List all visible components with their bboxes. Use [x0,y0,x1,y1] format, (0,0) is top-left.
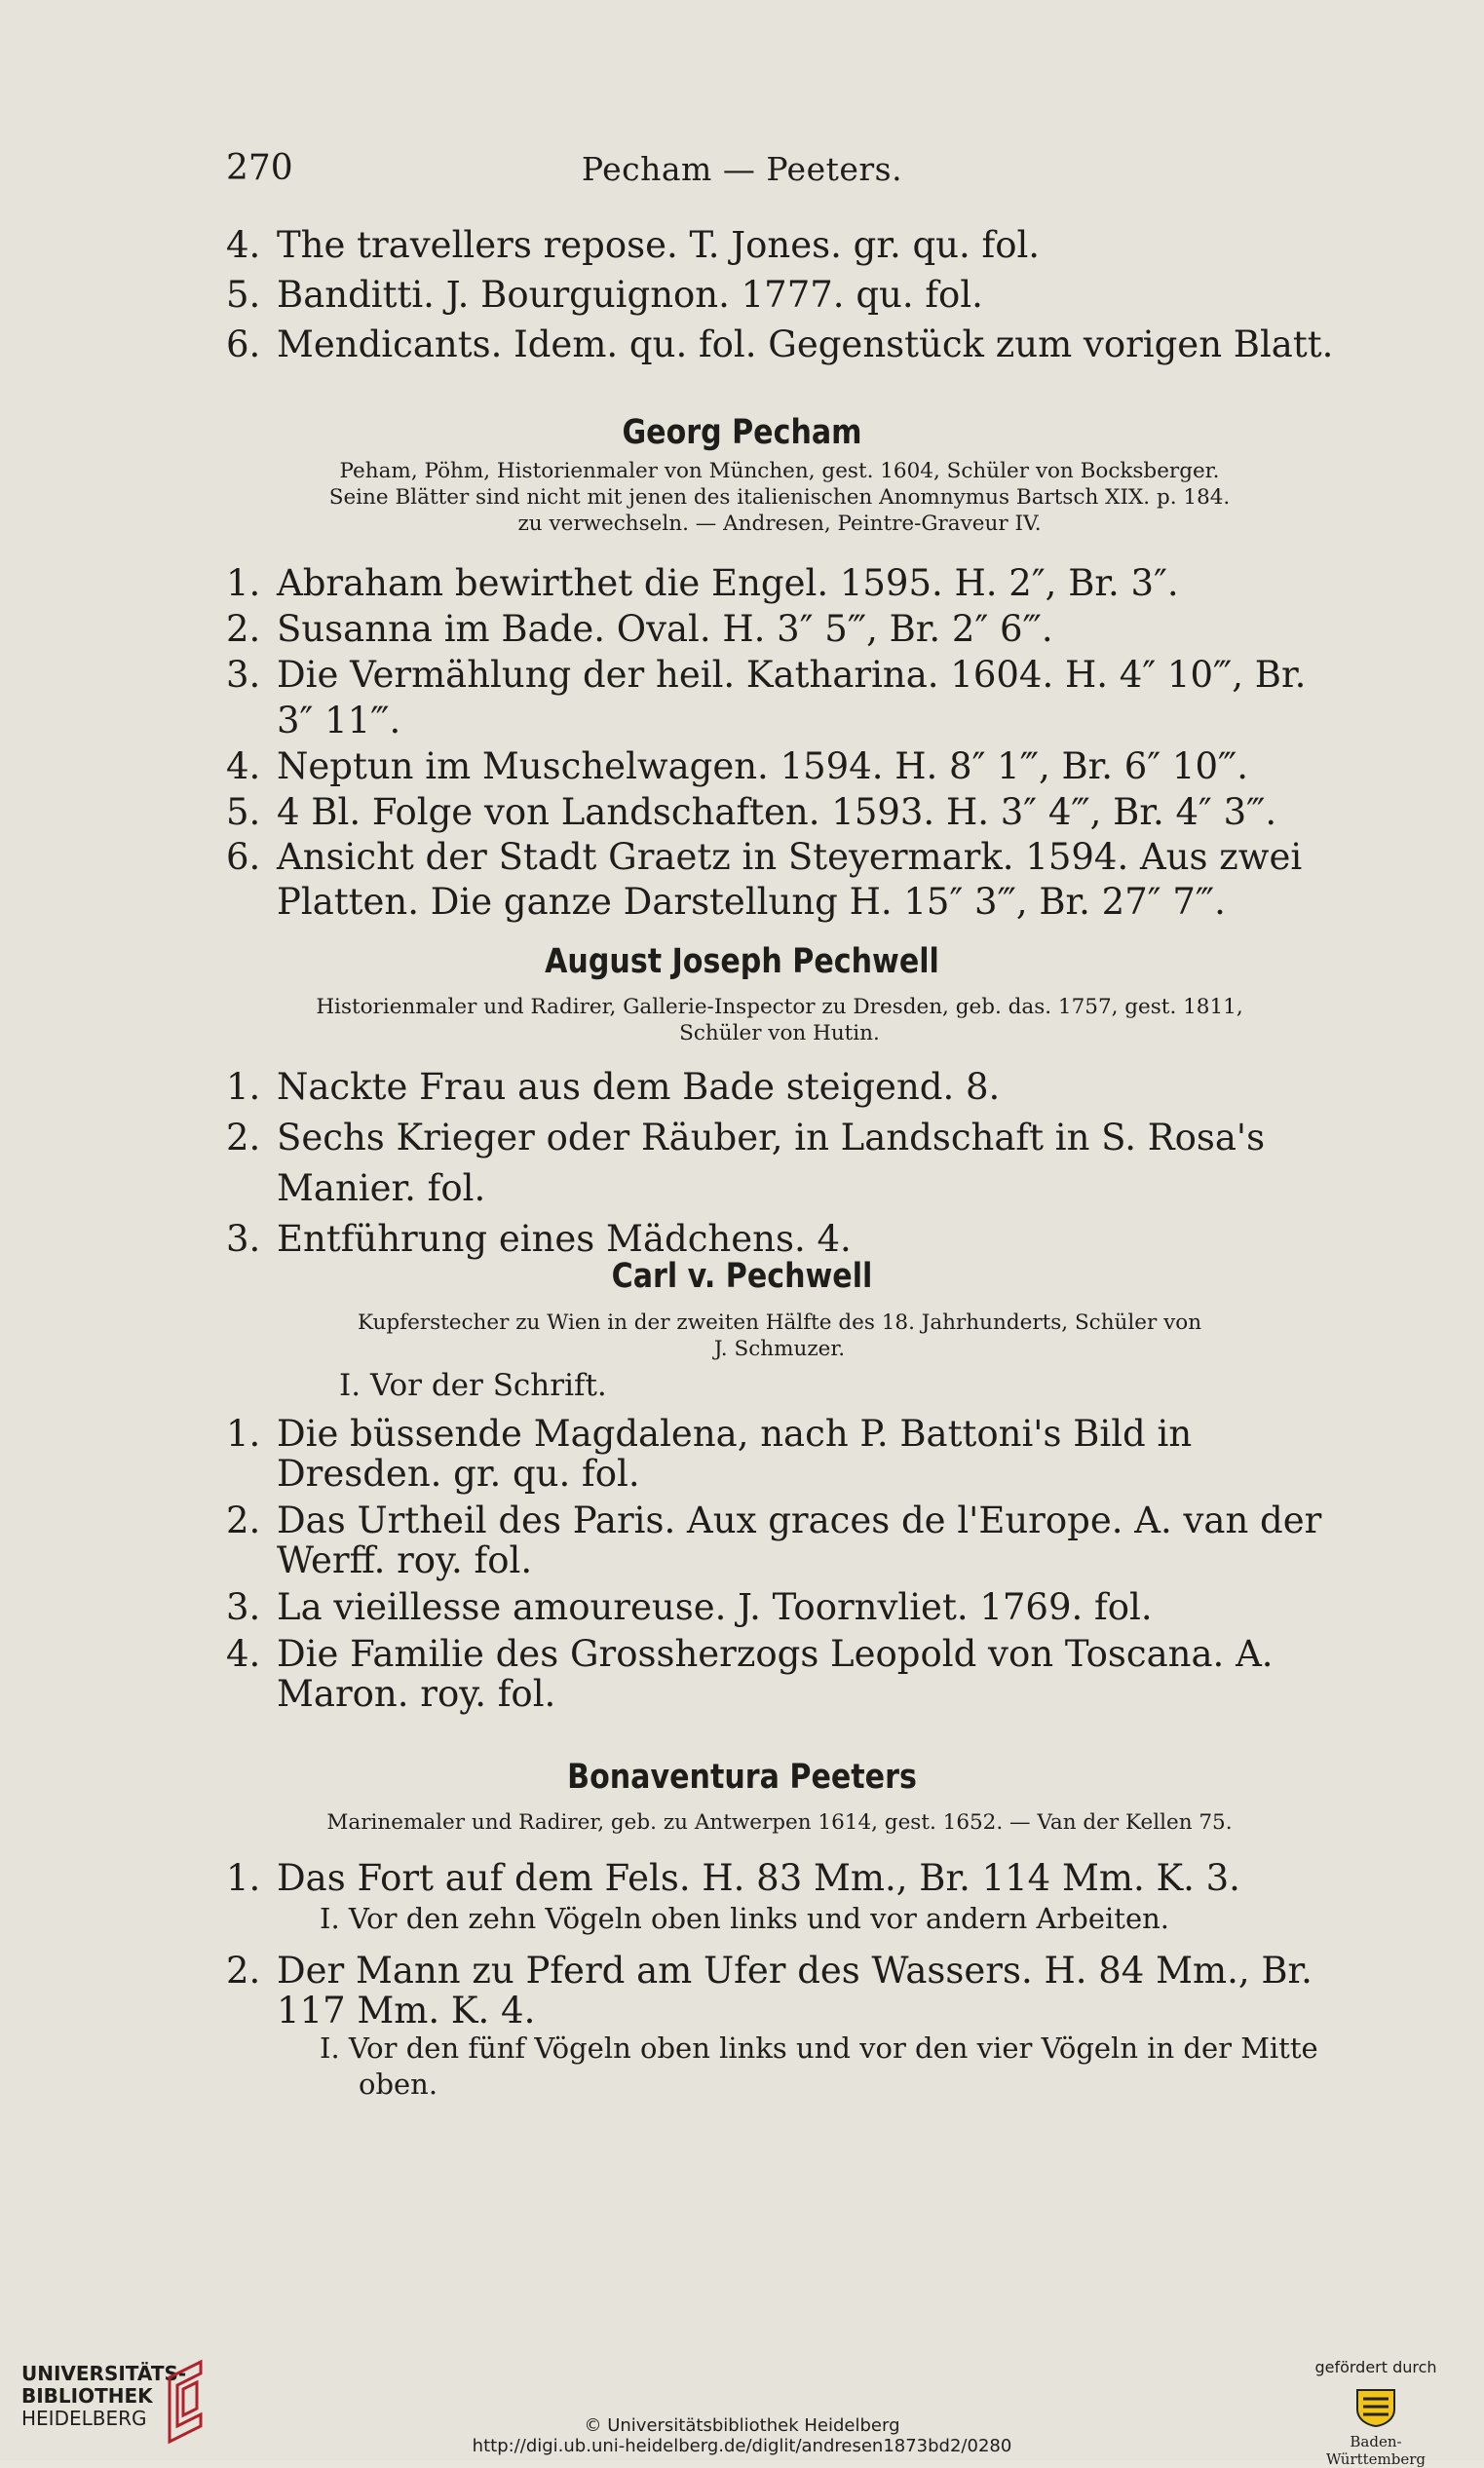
entry-number: 5. [226,274,261,316]
state-note: I. Vor den zehn Vögeln oben links und vor andern Arbeiten. [320,1902,1169,1935]
bio-line: Kupferstecher zu Wien in der zweiten Hälfte des 18. Jahrhunderts, Schüler von [357,1310,1202,1335]
entry-number: 2. [226,1950,261,1992]
list-item [226,1414,1337,1494]
entry-list [226,1855,1337,2103]
entry-number: 3. [226,1218,261,1260]
entry-text: Der Mann zu Pferd am Ufer des Wassers. H. 84 Mm., Br. 117 Mm. K. 4. [277,1950,1313,2031]
artist-bio [283,1809,1276,1836]
bio-line: Schüler von Hutin. [679,1021,880,1045]
state-note: I. Vor der Schrift. [339,1368,607,1403]
section-heading: Carl v. Pechwell [611,1257,873,1296]
state-note: I. Vor den fünf Vögeln oben links und vor den vier Vögeln in der Mitte oben. [320,2031,1318,2101]
entry-number: 4. [226,745,261,787]
funding-label: gefördert durch [1314,2358,1437,2376]
entry-text: Das Urtheil des Paris. Aux graces de l'Europe. A. van der Werff. roy. fol. [277,1500,1322,1581]
entry-text: Sechs Krieger oder Räuber, in Landschaft in S. Rosa's Manier. fol. [277,1117,1266,1209]
entry-text: Ansicht der Stadt Graetz in Steyermark. 1594. Aus zwei Platten. Die ganze Darstellung H. 15″ 3‴, Br. 27″ 7‴. [277,836,1303,923]
list-item [226,652,1337,743]
artist-bio [283,994,1276,1046]
list-item [226,606,1337,652]
list-item [226,1951,1337,2031]
list-item [226,1855,1337,1901]
coat-of-arms-icon [1350,2386,1402,2427]
entry-text: 4 Bl. Folge von Landschaften. 1593. H. 3″ 4‴, Br. 4″ 3‴. [277,791,1277,833]
section-heading: Bonaventura Peeters [567,1758,917,1797]
bio-line: Marinemaler und Radirer, geb. zu Antwerpen 1614, gest. 1652. — Van der Kellen 75. [326,1810,1233,1835]
entry-number: 3. [226,1586,261,1628]
running-title: Pecham — Peeters. [581,150,903,188]
copyright-notice: © Universitätsbibliothek Heidelberg [584,2415,900,2436]
permalink[interactable]: http://digi.ub.uni-heidelberg.de/diglit/andresen1873bd2/0280 [472,2436,1012,2456]
entry-number: 1. [226,562,261,604]
entry-text: Abraham bewirthet die Engel. 1595. H. 2″, Br. 3″. [277,562,1179,604]
continued-entry-list [226,220,1337,369]
entry-text: Das Fort auf dem Fels. H. 83 Mm., Br. 114 Mm. K. 3. [277,1857,1240,1899]
entry-list [226,560,1337,925]
library-logo-line: HEIDELBERG [21,2407,147,2430]
section-heading: August Joseph Pechwell [545,942,939,981]
entry-text: Mendicants. Idem. qu. fol. Gegenstück zum vorigen Blatt. [277,323,1334,365]
entry-text: Die Familie des Grossherzogs Leopold von Toscana. A. Maron. roy. fol. [277,1633,1274,1715]
entry-number: 1. [226,1857,261,1899]
list-item [226,270,1337,320]
bio-line: zu verwechseln. — Andresen, Peintre-Graveur IV. [517,512,1042,536]
entry-list [226,1062,1337,1265]
entry-text: La vieillesse amoureuse. J. Toornvliet. 1769. fol. [277,1586,1153,1628]
entry-text: Die büssende Magdalena, nach P. Battoni's Bild in Dresden. gr. qu. fol. [277,1413,1193,1495]
list-item [226,1062,1337,1113]
entry-number: 6. [226,323,261,365]
entry-number: 2. [226,1117,261,1158]
entry-number: 6. [226,836,261,878]
list-item [226,1113,1337,1214]
entry-number: 4. [226,224,261,266]
entry-number: 5. [226,791,261,833]
list-item [226,1634,1337,1714]
list-item [226,560,1337,606]
entry-number: 3. [226,654,261,696]
list-item [226,743,1337,789]
list-item [226,1587,1337,1627]
entry-text: Die Vermählung der heil. Katharina. 1604. H. 4″ 10‴, Br. 3″ 11‴. [277,654,1307,741]
artist-bio [283,1310,1276,1362]
library-logo-line: BIBLIOTHEK [21,2384,153,2408]
list-item [226,789,1337,835]
bio-line: J. Schmuzer. [713,1337,846,1361]
sponsor-name: Baden-Württemberg [1325,2433,1427,2468]
list-item [226,835,1337,925]
section-heading: Georg Pecham [622,413,862,452]
entry-number: 2. [226,1500,261,1541]
list-item [226,220,1337,270]
bio-line: Historienmaler und Radirer, Gallerie-Inspector zu Dresden, geb. das. 1757, gest. 1811, [316,995,1243,1019]
entry-text: The travellers repose. T. Jones. gr. qu. fol. [277,224,1041,266]
entry-text: Susanna im Bade. Oval. H. 3″ 5‴, Br. 2″ 6‴. [277,608,1053,650]
entry-number: 1. [226,1066,261,1108]
entry-list [226,1414,1337,1714]
entry-text: Entführung eines Mädchens. 4. [277,1218,852,1260]
entry-number: 1. [226,1413,261,1455]
entry-text: Neptun im Muschelwagen. 1594. H. 8″ 1‴, Br. 6″ 10‴. [277,745,1249,787]
bio-line: Seine Blätter sind nicht mit jenen des italienischen Anomnymus Bartsch XIX. p. 184. [328,485,1231,510]
entry-text: Banditti. J. Bourguignon. 1777. qu. fol. [277,274,983,316]
funding-credit [1303,2358,1449,2468]
list-item [226,320,1337,369]
bio-line: Peham, Pöhm, Historienmaler von München, gest. 1604, Schüler von Bocksberger. [339,459,1220,483]
page-number: 270 [226,148,293,188]
entry-text: Nackte Frau aus dem Bade steigend. 8. [277,1066,1001,1108]
entry-number: 4. [226,1633,261,1675]
list-item [226,1500,1337,1580]
artist-bio [283,458,1276,537]
entry-number: 2. [226,608,261,650]
library-logo-line: UNIVERSITÄTS- [21,2362,187,2385]
